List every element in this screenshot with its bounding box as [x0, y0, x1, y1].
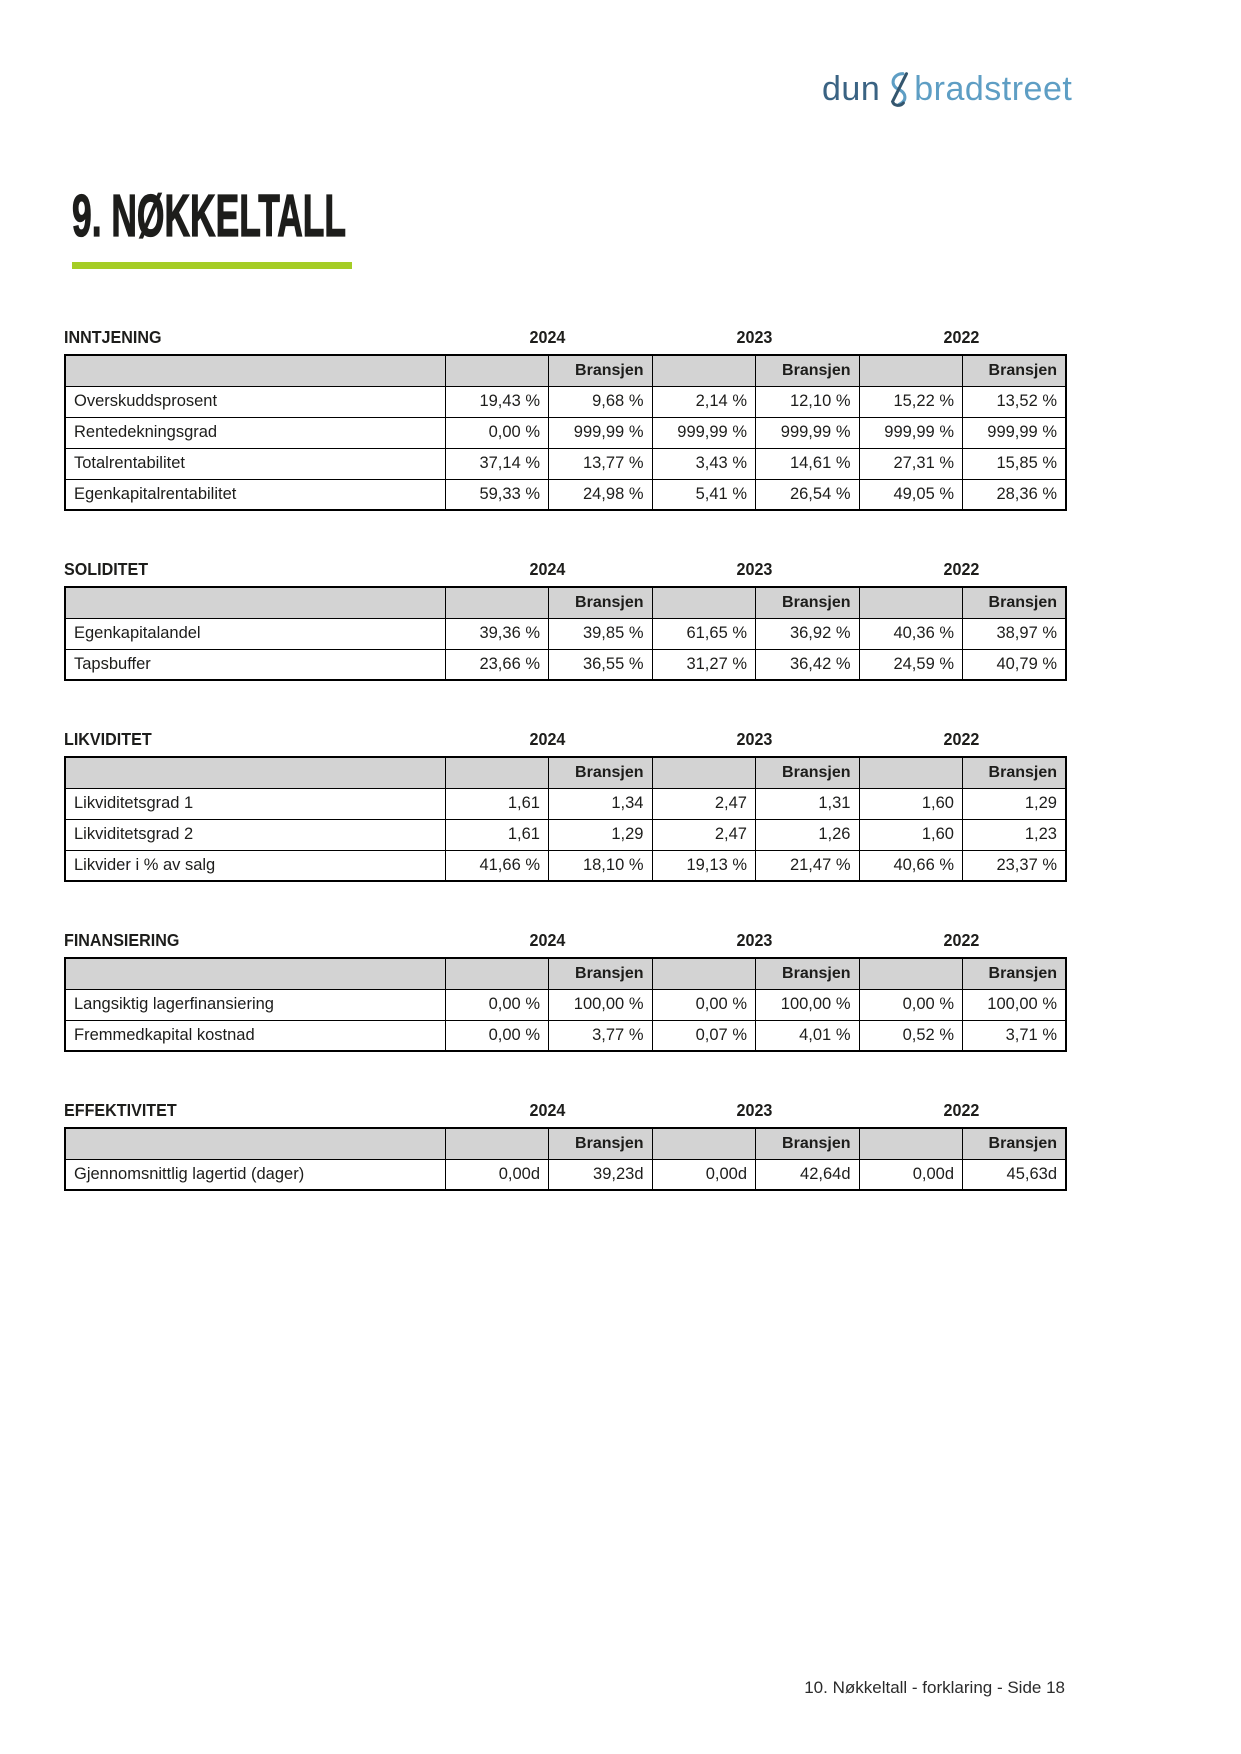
cell-value: 14,61 %	[756, 448, 860, 479]
cell-value: 38,97 %	[963, 618, 1067, 649]
cell-value: 1,23	[963, 819, 1067, 850]
year-group	[858, 729, 1065, 750]
cell-value: 999,99 %	[652, 417, 756, 448]
row-label: Fremmedkapital kostnad	[65, 1020, 445, 1051]
year-label: 2023	[736, 729, 773, 749]
table-row	[65, 989, 1066, 1020]
dnb-logo	[822, 68, 1073, 110]
header-empty-cell	[652, 757, 756, 788]
cell-value: 2,14 %	[652, 386, 756, 417]
cell-value: 9,68 %	[549, 386, 653, 417]
year-label: 2022	[943, 930, 980, 950]
bransjen-header: Bransjen	[756, 587, 860, 618]
year-label: 2024	[529, 559, 566, 579]
table-header-row	[65, 355, 1066, 386]
table-row	[65, 819, 1066, 850]
header-empty-cell	[445, 757, 549, 788]
header-empty-cell	[652, 355, 756, 386]
cell-value: 19,13 %	[652, 850, 756, 881]
year-label: 2023	[736, 1100, 773, 1120]
year-group	[651, 327, 858, 348]
year-label: 2024	[529, 729, 566, 749]
stats-table	[64, 586, 1067, 681]
cell-value: 100,00 %	[963, 989, 1067, 1020]
year-label: 2024	[529, 1100, 566, 1120]
section-header	[64, 929, 1065, 951]
year-group	[444, 559, 651, 580]
cell-value: 39,85 %	[549, 618, 653, 649]
header-empty-cell	[445, 587, 549, 618]
bransjen-header: Bransjen	[549, 958, 653, 989]
cell-value: 1,60	[859, 819, 963, 850]
header-empty-cell	[859, 355, 963, 386]
bransjen-header: Bransjen	[963, 587, 1067, 618]
row-label: Likvider i % av salg	[65, 850, 445, 881]
cell-value: 15,22 %	[859, 386, 963, 417]
table-row	[65, 618, 1066, 649]
cell-value: 21,47 %	[756, 850, 860, 881]
table-header-row	[65, 958, 1066, 989]
cell-value: 2,47	[652, 819, 756, 850]
year-label: 2024	[529, 327, 566, 347]
year-label: 2022	[943, 1100, 980, 1120]
cell-value: 0,00 %	[445, 1020, 549, 1051]
section-inntjening	[64, 326, 1065, 511]
cell-value: 1,61	[445, 819, 549, 850]
cell-value: 59,33 %	[445, 479, 549, 510]
table-row	[65, 788, 1066, 819]
header-empty-cell	[445, 355, 549, 386]
row-label: Langsiktig lagerfinansiering	[65, 989, 445, 1020]
table-header-row	[65, 757, 1066, 788]
cell-value: 1,29	[549, 819, 653, 850]
section-header	[64, 1099, 1065, 1121]
cell-value: 3,43 %	[652, 448, 756, 479]
cell-value: 40,66 %	[859, 850, 963, 881]
header-empty-cell	[65, 587, 445, 618]
table-row	[65, 448, 1066, 479]
cell-value: 2,47	[652, 788, 756, 819]
page-title: 9. NØKKELTALL	[72, 183, 347, 249]
table-header-row	[65, 587, 1066, 618]
cell-value: 0,00d	[445, 1159, 549, 1190]
year-label: 2022	[943, 559, 980, 579]
logo-bradstreet-text: bradstreet	[914, 69, 1073, 108]
cell-value: 61,65 %	[652, 618, 756, 649]
cell-value: 26,54 %	[756, 479, 860, 510]
year-label: 2023	[736, 930, 773, 950]
cell-value: 999,99 %	[756, 417, 860, 448]
header-empty-cell	[859, 958, 963, 989]
table-row	[65, 1159, 1066, 1190]
cell-value: 45,63d	[963, 1159, 1067, 1190]
logo-dun-text: dun	[822, 69, 881, 108]
year-group	[444, 1100, 651, 1121]
bransjen-header: Bransjen	[963, 757, 1067, 788]
header-empty-cell	[652, 1128, 756, 1159]
year-group	[858, 1100, 1065, 1121]
section-effektivitet	[64, 1099, 1065, 1191]
year-group	[858, 930, 1065, 951]
cell-value: 100,00 %	[756, 989, 860, 1020]
year-group	[444, 729, 651, 750]
section-title: LIKVIDITET	[64, 729, 152, 749]
cell-value: 13,77 %	[549, 448, 653, 479]
year-label: 2022	[943, 729, 980, 749]
section-title: INNTJENING	[64, 327, 162, 347]
header-empty-cell	[652, 587, 756, 618]
row-label: Likviditetsgrad 2	[65, 819, 445, 850]
year-group	[651, 559, 858, 580]
table-row	[65, 479, 1066, 510]
cell-value: 0,00d	[859, 1159, 963, 1190]
cell-value: 3,77 %	[549, 1020, 653, 1051]
cell-value: 0,00 %	[652, 989, 756, 1020]
header-empty-cell	[859, 1128, 963, 1159]
cell-value: 3,71 %	[963, 1020, 1067, 1051]
bransjen-header: Bransjen	[756, 958, 860, 989]
row-label: Rentedekningsgrad	[65, 417, 445, 448]
cell-value: 13,52 %	[963, 386, 1067, 417]
year-group	[444, 930, 651, 951]
header-empty-cell	[65, 355, 445, 386]
bransjen-header: Bransjen	[756, 355, 860, 386]
cell-value: 31,27 %	[652, 649, 756, 680]
page-footer: 10. Nøkkeltall - forklaring - Side 18	[804, 1678, 1065, 1697]
cell-value: 41,66 %	[445, 850, 549, 881]
cell-value: 0,52 %	[859, 1020, 963, 1051]
section-likviditet	[64, 728, 1065, 882]
title-underline	[72, 262, 352, 269]
year-group	[858, 327, 1065, 348]
cell-value: 39,36 %	[445, 618, 549, 649]
row-label: Overskuddsprosent	[65, 386, 445, 417]
header-empty-cell	[652, 958, 756, 989]
row-label: Egenkapitalandel	[65, 618, 445, 649]
cell-value: 18,10 %	[549, 850, 653, 881]
stats-table	[64, 957, 1067, 1052]
table-row	[65, 417, 1066, 448]
cell-value: 49,05 %	[859, 479, 963, 510]
stats-table	[64, 756, 1067, 882]
bransjen-header: Bransjen	[549, 355, 653, 386]
cell-value: 28,36 %	[963, 479, 1067, 510]
stats-table	[64, 354, 1067, 511]
cell-value: 1,60	[859, 788, 963, 819]
section-finansiering	[64, 929, 1065, 1052]
bransjen-header: Bransjen	[549, 757, 653, 788]
cell-value: 999,99 %	[859, 417, 963, 448]
year-label: 2023	[736, 327, 773, 347]
bransjen-header: Bransjen	[963, 1128, 1067, 1159]
sections	[64, 326, 1065, 1238]
row-label: Totalrentabilitet	[65, 448, 445, 479]
section-title: FINANSIERING	[64, 930, 180, 950]
cell-value: 1,61	[445, 788, 549, 819]
table-row	[65, 649, 1066, 680]
cell-value: 27,31 %	[859, 448, 963, 479]
cell-value: 0,07 %	[652, 1020, 756, 1051]
bransjen-header: Bransjen	[963, 958, 1067, 989]
section-header	[64, 728, 1065, 750]
cell-value: 36,55 %	[549, 649, 653, 680]
cell-value: 19,43 %	[445, 386, 549, 417]
row-label: Tapsbuffer	[65, 649, 445, 680]
cell-value: 42,64d	[756, 1159, 860, 1190]
cell-value: 40,79 %	[963, 649, 1067, 680]
year-group	[651, 930, 858, 951]
cell-value: 999,99 %	[549, 417, 653, 448]
bransjen-header: Bransjen	[756, 757, 860, 788]
cell-value: 37,14 %	[445, 448, 549, 479]
header-empty-cell	[65, 757, 445, 788]
cell-value: 12,10 %	[756, 386, 860, 417]
section-title: SOLIDITET	[64, 559, 149, 579]
bransjen-header: Bransjen	[549, 1128, 653, 1159]
table-row	[65, 1020, 1066, 1051]
cell-value: 5,41 %	[652, 479, 756, 510]
bransjen-header: Bransjen	[963, 355, 1067, 386]
bransjen-header: Bransjen	[549, 587, 653, 618]
cell-value: 100,00 %	[549, 989, 653, 1020]
cell-value: 24,98 %	[549, 479, 653, 510]
header-empty-cell	[65, 958, 445, 989]
header-empty-cell	[859, 587, 963, 618]
cell-value: 1,31	[756, 788, 860, 819]
stats-table	[64, 1127, 1067, 1191]
section-header	[64, 326, 1065, 348]
table-header-row	[65, 1128, 1066, 1159]
cell-value: 39,23d	[549, 1159, 653, 1190]
table-row	[65, 386, 1066, 417]
year-group	[858, 559, 1065, 580]
header-empty-cell	[445, 1128, 549, 1159]
cell-value: 0,00 %	[445, 417, 549, 448]
cell-value: 999,99 %	[963, 417, 1067, 448]
cell-value: 0,00 %	[859, 989, 963, 1020]
ampersand-icon	[884, 68, 911, 110]
section-header	[64, 558, 1065, 580]
cell-value: 40,36 %	[859, 618, 963, 649]
cell-value: 23,37 %	[963, 850, 1067, 881]
header-empty-cell	[65, 1128, 445, 1159]
year-group	[651, 1100, 858, 1121]
row-label: Gjennomsnittlig lagertid (dager)	[65, 1159, 445, 1190]
cell-value: 1,34	[549, 788, 653, 819]
cell-value: 23,66 %	[445, 649, 549, 680]
cell-value: 36,92 %	[756, 618, 860, 649]
row-label: Egenkapitalrentabilitet	[65, 479, 445, 510]
section-title: EFFEKTIVITET	[64, 1100, 177, 1120]
cell-value: 1,29	[963, 788, 1067, 819]
year-group	[651, 729, 858, 750]
year-label: 2022	[943, 327, 980, 347]
cell-value: 4,01 %	[756, 1020, 860, 1051]
cell-value: 0,00 %	[445, 989, 549, 1020]
cell-value: 24,59 %	[859, 649, 963, 680]
cell-value: 0,00d	[652, 1159, 756, 1190]
header-empty-cell	[445, 958, 549, 989]
table-row	[65, 850, 1066, 881]
header-empty-cell	[859, 757, 963, 788]
cell-value: 15,85 %	[963, 448, 1067, 479]
cell-value: 36,42 %	[756, 649, 860, 680]
row-label: Likviditetsgrad 1	[65, 788, 445, 819]
bransjen-header: Bransjen	[756, 1128, 860, 1159]
section-soliditet	[64, 558, 1065, 681]
cell-value: 1,26	[756, 819, 860, 850]
year-label: 2023	[736, 559, 773, 579]
year-group	[444, 327, 651, 348]
year-label: 2024	[529, 930, 566, 950]
